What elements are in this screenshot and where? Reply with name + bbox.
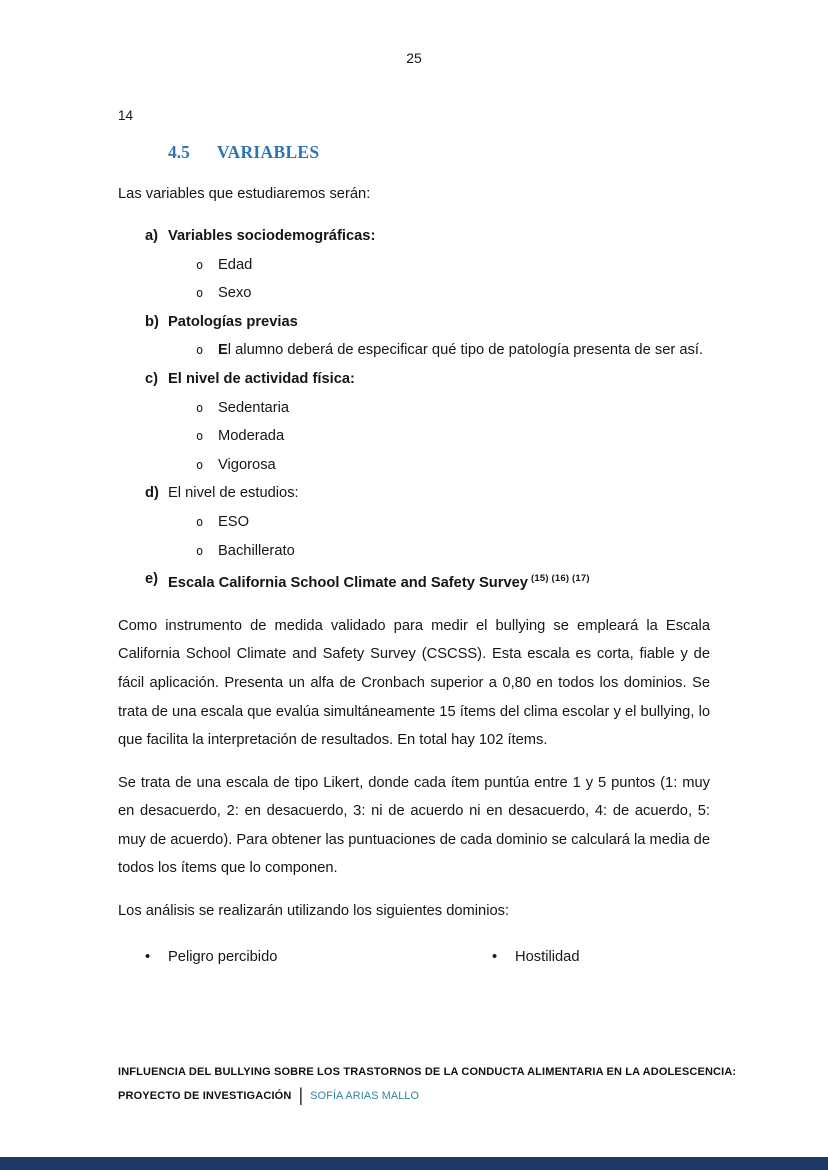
section-title: VARIABLES xyxy=(216,142,320,162)
circle-bullet-marker: o xyxy=(196,514,204,529)
list-label: Patologías previas xyxy=(168,313,298,330)
dot-bullet-marker: • xyxy=(145,948,151,965)
sub-item-text: Moderada xyxy=(218,428,285,445)
list-label: El nivel de estudios: xyxy=(168,485,299,502)
sub-item-text: Sedentaria xyxy=(218,399,290,416)
section-number: 4.5 xyxy=(168,142,190,162)
list-label: Variables sociodemográficas: xyxy=(168,228,376,244)
circle-bullet-marker: o xyxy=(196,429,204,444)
domain-item xyxy=(465,943,580,972)
intro-sentence: Las variables que estudiaremos serán: xyxy=(118,186,371,202)
domains-bullet-row xyxy=(118,943,710,972)
circle-bullet-marker: o xyxy=(196,343,204,358)
list-item-d xyxy=(118,479,710,508)
sub-item-lead: E xyxy=(218,342,228,359)
list-item-a xyxy=(118,222,710,251)
reference-superscript: (15) (16) (17) xyxy=(530,573,590,585)
sub-item-text: Edad xyxy=(218,256,253,273)
scale-name: Escala California School Climate and Safety Survey xyxy=(168,575,528,592)
sub-item-rest: l alumno deberá de especificar qué tipo de patología presenta de ser así. xyxy=(227,342,704,359)
sub-item-text: Sexo xyxy=(218,285,252,302)
domain-label: Hostilidad xyxy=(515,948,580,965)
circle-bullet-marker: o xyxy=(196,257,204,272)
footer-separator: | xyxy=(298,1085,304,1105)
sub-item-text: Bachillerato xyxy=(218,542,295,559)
list-letter: a) xyxy=(145,228,159,244)
section-heading xyxy=(168,140,710,164)
list-letter: c) xyxy=(145,370,159,387)
sub-item xyxy=(118,251,710,280)
bottom-navy-bar xyxy=(0,1157,828,1170)
sub-item xyxy=(118,451,710,480)
page-content xyxy=(118,140,710,971)
domain-item xyxy=(118,943,465,972)
list-letter: e) xyxy=(145,571,159,588)
footer-subtitle: PROYECTO DE INVESTIGACIÓN xyxy=(118,1090,292,1102)
sub-item-text: ESO xyxy=(218,513,250,530)
list-item-e xyxy=(118,565,710,598)
sub-item xyxy=(118,336,710,365)
sub-item xyxy=(118,537,710,566)
margin-number: 14 xyxy=(118,108,134,123)
sub-item xyxy=(118,422,710,451)
list-letter: d) xyxy=(145,485,159,502)
sub-item xyxy=(118,508,710,537)
footer-author: SOFÍA ARIAS MALLO xyxy=(310,1090,420,1102)
circle-bullet-marker: o xyxy=(196,457,204,472)
sub-item-text xyxy=(218,336,710,365)
paragraph-domains-intro: Los análisis se realizarán utilizando los siguientes dominios: xyxy=(118,903,510,920)
list-label: El nivel de actividad física: xyxy=(168,370,355,387)
page-footer xyxy=(118,1060,758,1108)
header-page-number: 25 xyxy=(406,50,422,66)
sub-item-text: Vigorosa xyxy=(218,456,276,473)
list-item-c xyxy=(118,365,710,394)
sub-item xyxy=(118,279,710,308)
circle-bullet-marker: o xyxy=(196,543,204,558)
dot-bullet-marker: • xyxy=(492,948,498,965)
sub-item xyxy=(118,394,710,423)
paragraph-cscss: Como instrumento de medida validado para medir el bullying se empleará la Escala California School Climate and Safety Survey (CSCSS). Esta escala es corta, fiable y de fácil aplicación. Presenta un alfa de Cronbach superior a 0,80 en todos los dominios. Se trata de una escala que evalúa simultáneamente 15 ítems del clima escolar y el bullying, lo que facilita la interpretación de resultados. En total hay 102 ítems. xyxy=(118,617,710,749)
domain-label: Peligro percibido xyxy=(168,948,278,965)
list-item-b xyxy=(118,308,710,337)
list-letter: b) xyxy=(145,313,159,330)
circle-bullet-marker: o xyxy=(196,286,204,301)
footer-title: INFLUENCIA DEL BULLYING SOBRE LOS TRASTORNOS DE LA CONDUCTA ALIMENTARIA EN LA ADOLESCENCIA: xyxy=(118,1066,737,1078)
footer-subtitle-row xyxy=(118,1084,758,1108)
paragraph-likert: Se trata de una escala de tipo Likert, donde cada ítem puntúa entre 1 y 5 puntos (1: muy en desacuerdo, 2: en desacuerdo, 3: ni de acuerdo ni en desacuerdo, 4: de acuerdo, 5: muy de acuerdo). Para obtener las puntuaciones de cada dominio se calculará la media de todos los ítems que lo componen. xyxy=(118,774,710,877)
circle-bullet-marker: o xyxy=(196,400,204,415)
list-label xyxy=(168,565,710,598)
